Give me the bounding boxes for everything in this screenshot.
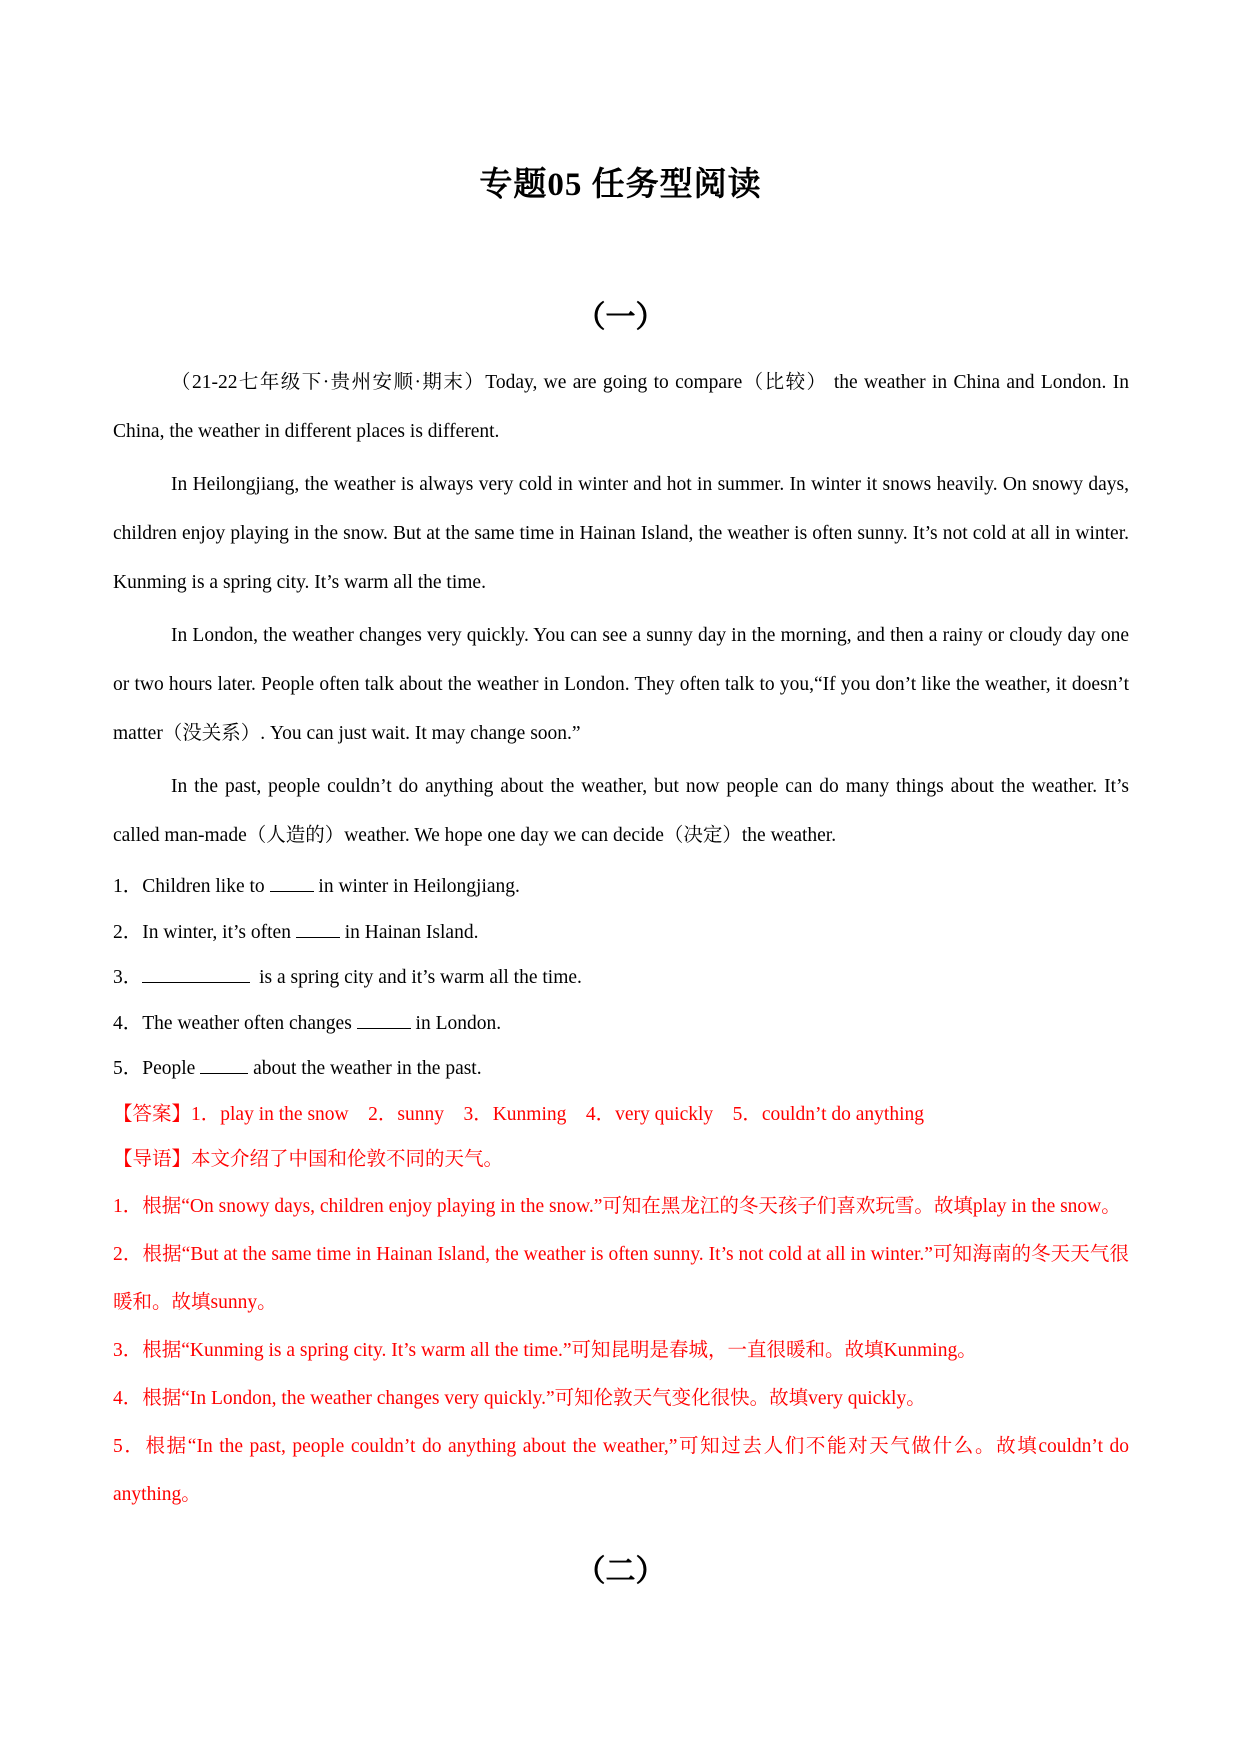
answer-label: 【答案】 bbox=[113, 1103, 192, 1125]
section-1-content bbox=[113, 358, 1129, 1519]
answer-blank bbox=[200, 1055, 248, 1074]
explanation-item: 3．根据“Kunming is a spring city. It’s warm all the time.”可知昆明是春城，一直很暖和。故填Kunming。 bbox=[113, 1339, 977, 1361]
section-heading-2: （二） bbox=[575, 1555, 666, 1588]
question-item: 1．Children like to in winter in Heilongjiang. bbox=[113, 864, 1129, 910]
explanation-item: 4．根据“In London, the weather changes very quickly.”可知伦敦天气变化很快。故填very quickly。 bbox=[113, 1387, 926, 1409]
answer-blank bbox=[270, 873, 314, 892]
page-title: 专题05 任务型阅读 bbox=[479, 167, 762, 203]
explanation-item: 5．根据“In the past, people couldn’t do anything about the weather,”可知过去人们不能对天气做什么。故填couldn’t do anything。 bbox=[113, 1435, 1129, 1505]
passage-paragraph: In the past, people couldn’t do anything about the weather, but now people can do many things about the weather. It’s called man-made（人造的）weather. We hope one day we can decide（决定）the weather. bbox=[113, 776, 1129, 846]
passage-paragraph: （21-22七年级下·贵州安顺·期末）Today, we are going to compare（比较） the weather in China and London. In China, the weather in different places is different. bbox=[113, 372, 1129, 442]
question-item: 4．The weather often changes in London. bbox=[113, 1001, 1129, 1047]
passage-paragraph: In Heilongjiang, the weather is always very cold in winter and hot in summer. In winter it snows heavily. On snowy days, children enjoy playing in the snow. But at the same time in Hainan Island, the weather is often sunny. It’s not cold at all in winter. Kunming is a spring city. It’s warm all the time. bbox=[113, 474, 1129, 593]
question-item: 2．In winter, it’s often in Hainan Island. bbox=[113, 910, 1129, 956]
answer-line bbox=[113, 1092, 1129, 1138]
answer-blank bbox=[142, 964, 250, 983]
guide-line bbox=[113, 1137, 1129, 1183]
section-heading-1: （一） bbox=[575, 301, 666, 334]
explanation-item: 1．根据“On snowy days, children enjoy playing in the snow.”可知在黑龙江的冬天孩子们喜欢玩雪。故填play in the snow。 bbox=[113, 1195, 1121, 1217]
guide-text: 本文介绍了中国和伦敦不同的天气。 bbox=[191, 1149, 504, 1170]
explanation-item: 2．根据“But at the same time in Hainan Island, the weather is often sunny. It’s not cold at all in winter.”可知海南的冬天天气很暖和。故填sunny。 bbox=[113, 1243, 1129, 1313]
guide-label: 【导语】 bbox=[113, 1149, 192, 1170]
question-item: 5．People about the weather in the past. bbox=[113, 1046, 1129, 1092]
passage-paragraph: In London, the weather changes very quickly. You can see a sunny day in the morning, and then a rainy or cloudy day one or two hours later. People often talk about the weather in London. They often talk to you,“If you don’t like the weather, it doesn’t matter（没关系）. You can just wait. It may change soon.” bbox=[113, 625, 1129, 744]
answer-blank bbox=[296, 919, 340, 938]
question-item: 3． is a spring city and it’s warm all the time. bbox=[113, 955, 1129, 1001]
answer-blank bbox=[357, 1010, 411, 1029]
answer-text: 1．play in the snow 2．sunny 3．Kunming 4．very quickly 5．couldn’t do anything bbox=[191, 1103, 925, 1125]
